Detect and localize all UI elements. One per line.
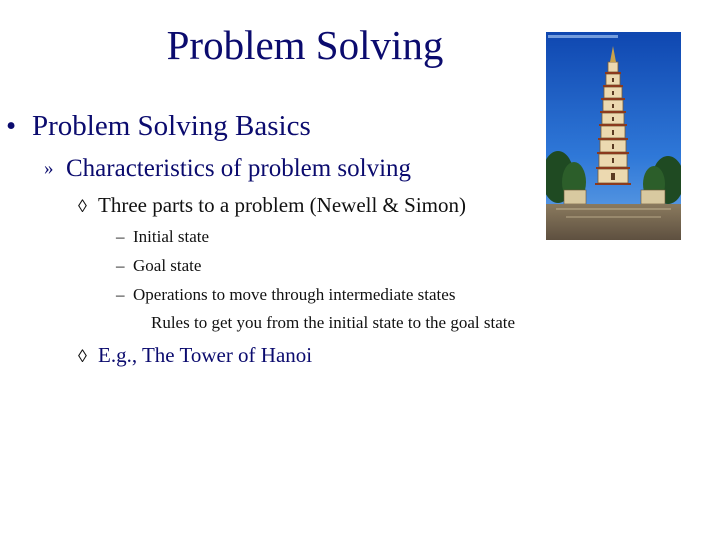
bullet-dash-icon: – [116,227,125,246]
bullet-example [78,345,312,366]
bullet-chevron-icon: » [44,158,54,179]
bullet-dash-icon: – [116,256,125,275]
bullet-diamond-icon: ◊ [78,346,87,366]
list-item-text: Goal state [133,256,202,275]
bullet-level3-text: Three parts to a problem (Newell & Simon) [98,193,466,217]
bullet-dot-icon: • [6,110,17,142]
bullet-dash-icon: – [116,285,125,304]
bullet-level2 [44,156,411,181]
list-item [116,257,201,274]
rules-note: Rules to get you from the initial state to the goal state [151,313,516,332]
bullet-level3 [78,195,466,216]
list-item-text: Operations to move through intermediate states [133,285,456,304]
pagoda-photo [546,32,681,240]
list-item [116,286,455,303]
bullet-diamond-icon: ◊ [78,196,87,216]
list-item-text: Initial state [133,227,210,246]
bullet-level2-text: Characteristics of problem solving [66,155,412,182]
list-item [116,228,209,245]
bullet-level1-text: Problem Solving Basics [32,110,311,142]
bullet-example-text: E.g., The Tower of Hanoi [98,343,313,367]
bullet-level1 [6,112,311,141]
pagoda-image-icon [546,32,681,240]
slide-title: Problem Solving [166,22,444,68]
